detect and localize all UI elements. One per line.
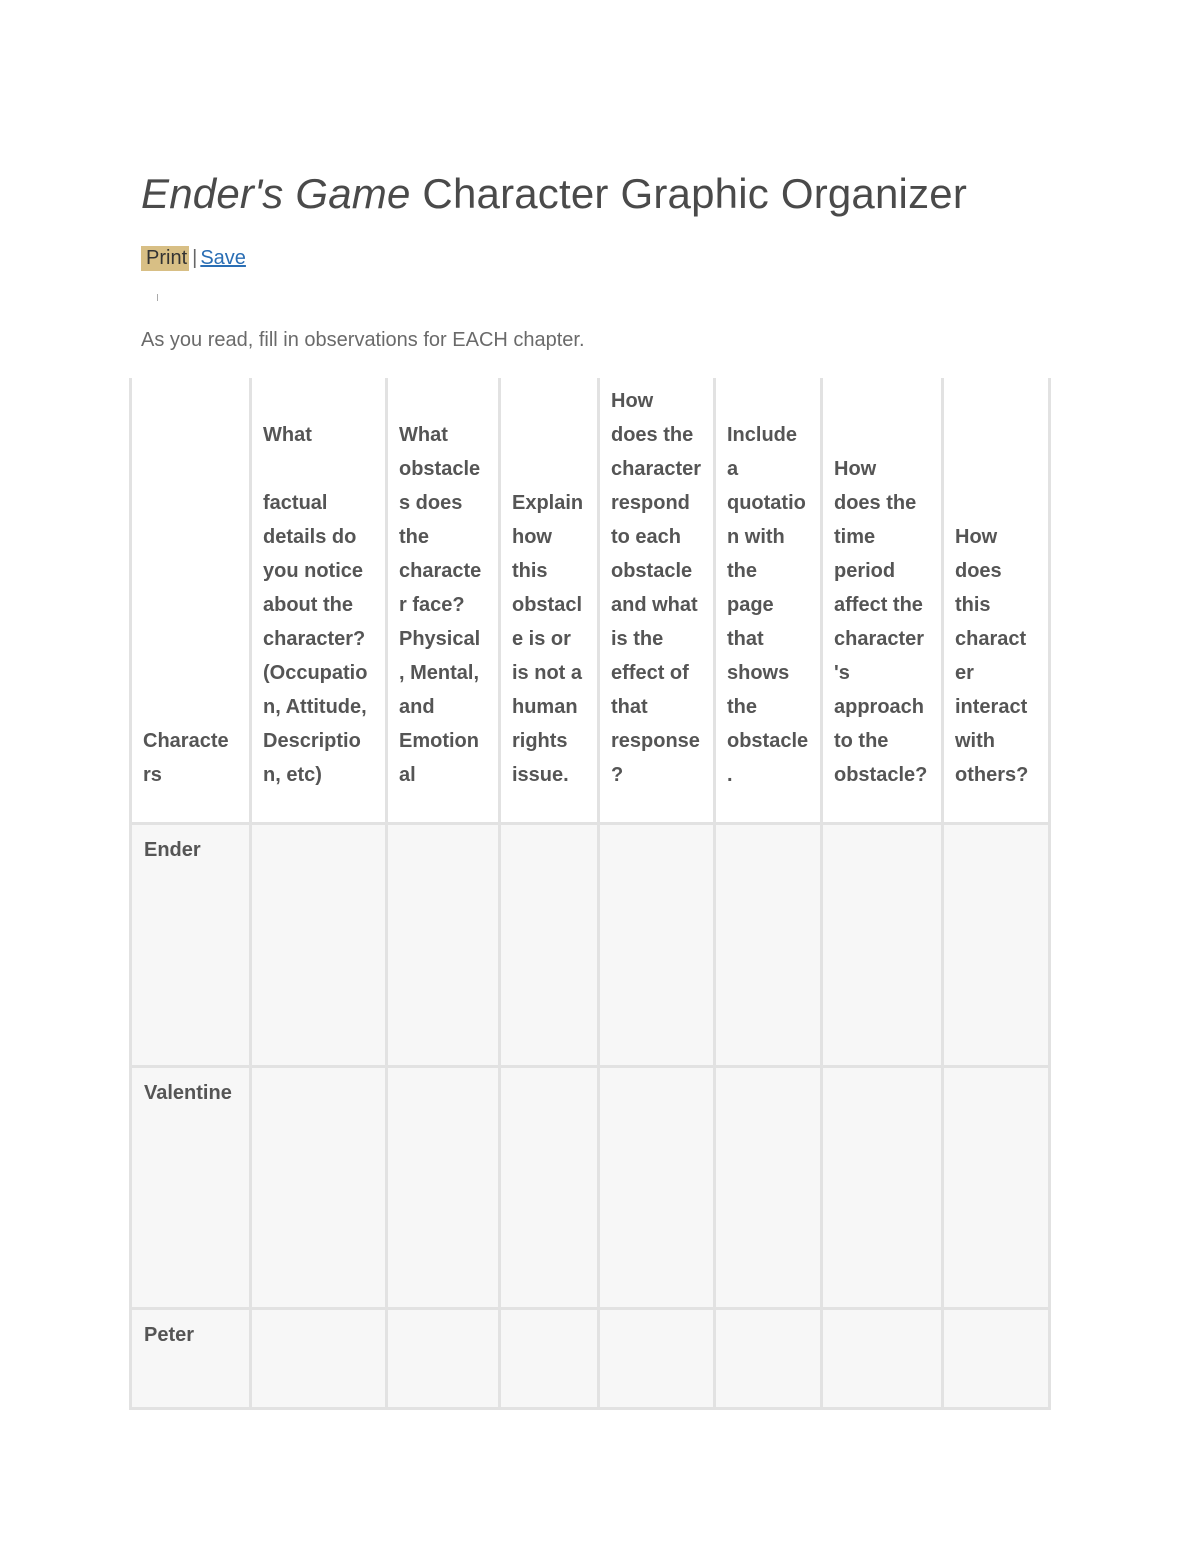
entry-cell[interactable] [822,1067,943,1309]
entry-cell[interactable] [500,1067,599,1309]
header-factual-details: What factual details do you notice about the character? (Occupatio n, Attitude, Descriptio n, etc) [251,378,387,824]
entry-cell[interactable] [715,1067,822,1309]
character-organizer-table [129,378,1051,1410]
save-link[interactable]: Save [200,247,246,269]
entry-cell[interactable] [715,1309,822,1409]
entry-cell[interactable] [599,824,715,1067]
entry-cell[interactable] [822,824,943,1067]
table-row-ender [131,824,1050,1067]
entry-cell[interactable] [500,824,599,1067]
header-response: How does the character respond to each obstacle and what is the effect of that response ? [599,378,715,824]
title-rest: Character Graphic Organizer [410,170,968,217]
header-quotation: Include a quotatio n with the page that shows the obstacle . [715,378,822,824]
header-human-rights: Explain how this obstacl e is or is not a human rights issue. [500,378,599,824]
entry-cell[interactable] [251,1067,387,1309]
entry-cell[interactable] [943,1309,1050,1409]
header-row [131,378,1050,824]
entry-cell[interactable] [251,1309,387,1409]
page-title [141,170,967,218]
entry-cell[interactable] [387,824,500,1067]
entry-cell[interactable] [715,824,822,1067]
table-row-valentine [131,1067,1050,1309]
title-book-name: Ender's Game [141,170,411,217]
table-row-peter [131,1309,1050,1409]
character-name: Valentine [131,1067,251,1309]
header-obstacles: What obstacle s does the characte r face? Physical , Mental, and Emotion al [387,378,500,824]
entry-cell[interactable] [500,1309,599,1409]
header-interaction: How does this charact er interact with others? [943,378,1050,824]
entry-cell[interactable] [251,824,387,1067]
character-name: Ender [131,824,251,1067]
entry-cell[interactable] [387,1309,500,1409]
action-links [141,247,246,270]
entry-cell[interactable] [599,1309,715,1409]
header-characters: Characte rs [131,378,251,824]
instructions-text: As you read, fill in observations for EACH chapter. [141,329,585,351]
entry-cell[interactable] [599,1067,715,1309]
entry-cell[interactable] [822,1309,943,1409]
entry-cell[interactable] [387,1067,500,1309]
entry-cell[interactable] [943,1067,1050,1309]
character-name: Peter [131,1309,251,1409]
small-divider-mark [157,294,158,301]
header-time-period: How does the time period affect the character 's approach to the obstacle? [822,378,943,824]
link-separator: | [192,247,198,269]
entry-cell[interactable] [943,824,1050,1067]
print-link[interactable]: Print [141,246,189,271]
